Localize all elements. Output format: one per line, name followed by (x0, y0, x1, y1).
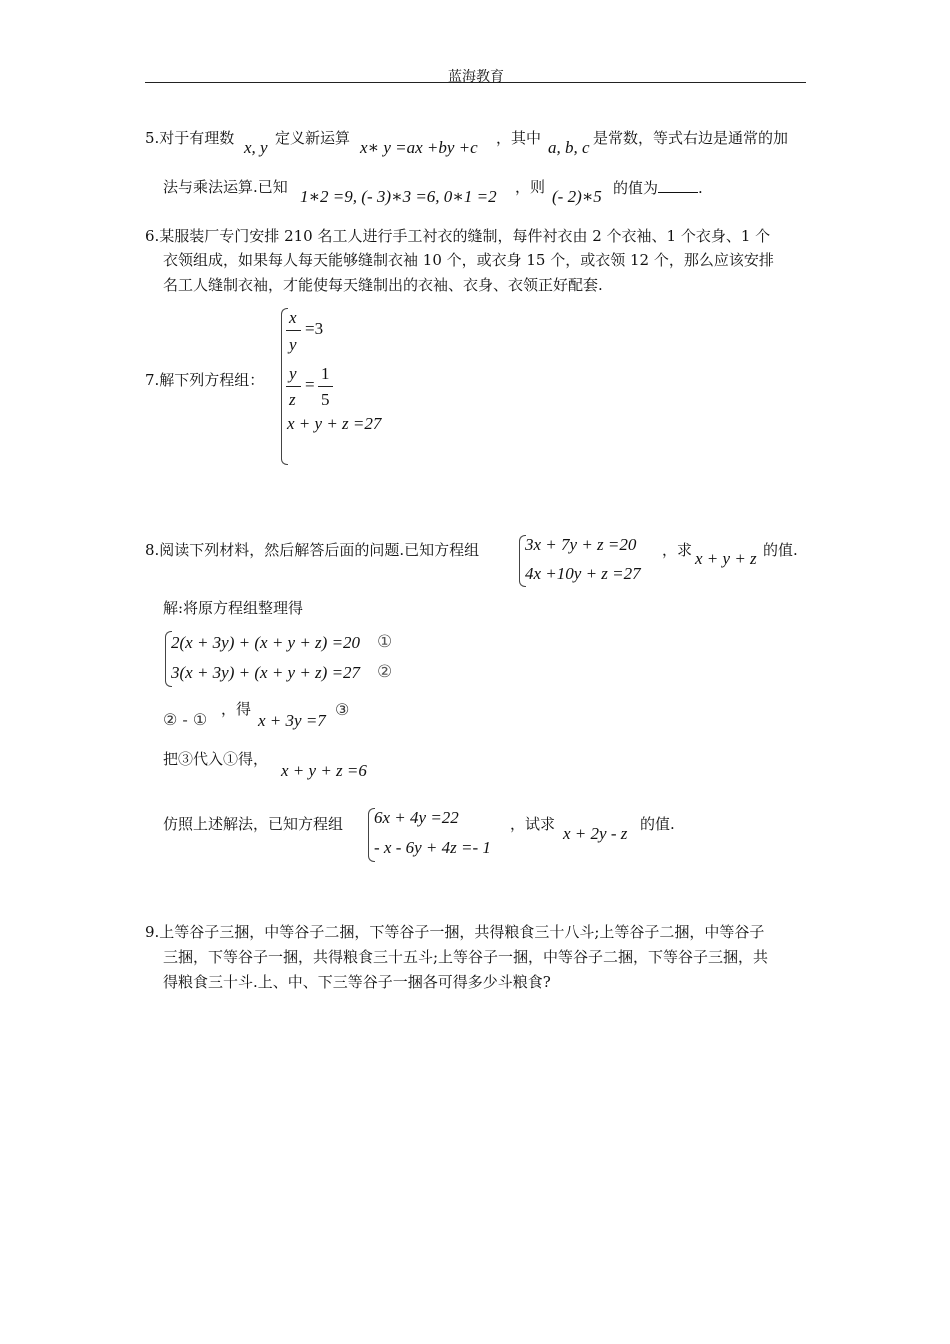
q8-text-1: 8.阅读下列材料，然后解答后面的问题.已知方程组 (145, 541, 480, 559)
q5-text-3: ，其中 (496, 129, 542, 147)
q8-solution-intro: 解:将原方程组整理得 (163, 599, 304, 617)
q5-period: . (698, 179, 703, 197)
q6-line-3: 名工人缝制衣袖，才能使每天缝制出的衣袖、衣身、衣领正好配套. (163, 276, 603, 294)
q7-label: 7.解下列方程组： (145, 371, 265, 389)
header-rule (145, 82, 806, 83)
q7-eq1-rhs: =3 (305, 319, 324, 338)
q7-eq2-rhs-fraction-bar (318, 386, 333, 387)
q9-line-3: 得粮食三十斗.上、中、下三等谷子一捆各可得多少斗粮食? (163, 973, 551, 991)
q8-system1-line-1: 3x + 7y + z =20 (525, 535, 637, 554)
q8-step1-mark: ③ (335, 700, 350, 719)
q8-math-sum: x + y + z (695, 549, 757, 568)
q7-eq2-denominator: z (289, 390, 296, 409)
q5-text-6: ，则 (515, 178, 546, 196)
q8-step2-text: 把③代入①得， (163, 750, 269, 768)
q7-eq2-numerator: y (289, 364, 297, 383)
q8-system2-line-1: 2(x + 3y) + (x + y + z) =20 (171, 633, 361, 652)
q5-math-operation: x∗ y =ax +by +c (360, 138, 478, 157)
q5-text-2: 定义新运算 (275, 129, 351, 147)
q5-text-5: 法与乘法运算.已知 (163, 178, 288, 196)
q9-line-2: 三捆，下等谷子一捆，共得粮食三十五斗;上等谷子一捆，中等谷子二捆，下等谷子三捆，共 (163, 948, 769, 966)
q8-math-target: x + 2y - z (563, 824, 628, 843)
q7-eq1-fraction-bar (286, 330, 301, 331)
q5-text-4: 是常数，等式右边是通常的加 (593, 129, 789, 147)
q7-eq2-rhs-numerator: 1 (321, 364, 330, 383)
q8-system2-mark-1: ① (377, 632, 393, 652)
q8-system2-mark-2: ② (377, 662, 393, 682)
q8-step1-text: ，得 (221, 700, 252, 718)
q8-system1-line-2: 4x +10y + z =27 (525, 564, 641, 583)
q6-line-1: 6.某服装厂专门安排 210 名工人进行手工衬衣的缝制，每件衬衣由 2 个衣袖、1 个衣身、1 个 (145, 227, 771, 245)
q9-line-1: 9.上等谷子三捆，中等谷子二捆，下等谷子一捆，共得粮食三十八斗;上等谷子二捆，中等谷子 (145, 923, 765, 941)
answer-blank (658, 180, 698, 193)
q5-value-label: 的值为 (613, 179, 659, 197)
q8-text-6: 的值. (640, 815, 675, 833)
q8-text-4: 仿照上述解法，已知方程组 (163, 815, 344, 833)
q8-step2-equation: x + y + z =6 (281, 761, 367, 780)
q7-eq1-denominator: y (289, 335, 297, 354)
q8-step1-subtract: ② - ① (163, 710, 208, 729)
q8-text-3: 的值. (763, 541, 798, 559)
q8-system3-line-1: 6x + 4y =22 (374, 808, 459, 827)
q5-math-abc: a, b, c (548, 138, 590, 157)
q5-math-target: (- 2)∗5 (552, 187, 602, 206)
q5-text-7 (613, 180, 703, 196)
q8-text-2: ，求 (662, 541, 693, 559)
q8-text-5: ，试求 (510, 815, 556, 833)
q5-text-1: 5.对于有理数 (145, 129, 235, 147)
q8-step1-equation: x + 3y =7 (258, 711, 326, 730)
q7-eq2-equals: = (305, 375, 315, 394)
q6-line-2: 衣领组成，如果每人每天能够缝制衣袖 10 个，或衣身 15 个，或衣领 12 个，那么应该安排 (163, 251, 774, 269)
q8-system3-line-2: - x - 6y + 4z =- 1 (374, 838, 491, 857)
q7-eq3: x + y + z =27 (287, 414, 382, 433)
page-header-title: 蓝海教育 (448, 69, 504, 85)
q5-math-given: 1∗2 =9, (- 3)∗3 =6, 0∗1 =2 (300, 187, 497, 206)
q8-system2-line-2: 3(x + 3y) + (x + y + z) =27 (171, 663, 361, 682)
q7-eq1-numerator: x (289, 308, 297, 327)
q7-eq2-rhs-denominator: 5 (321, 390, 330, 409)
q5-math-xy: x, y (244, 138, 268, 157)
q7-eq2-fraction-bar (286, 386, 301, 387)
